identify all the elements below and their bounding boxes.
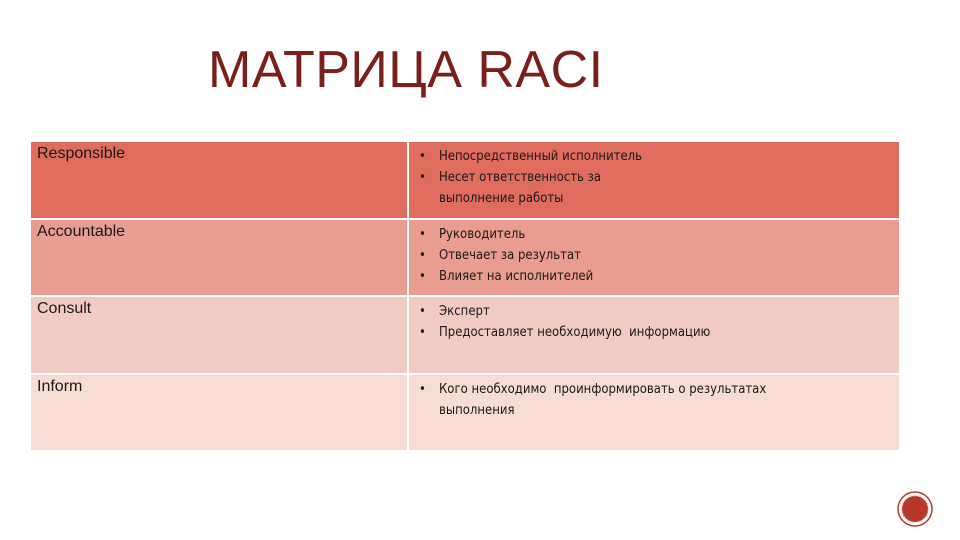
- role-cell-consult: Consult: [31, 296, 408, 374]
- bullet-icon: •: [419, 269, 426, 284]
- list-item: • Кого необходимо проинформировать о результатах выполнения: [417, 379, 899, 421]
- bullet-list: [417, 146, 899, 209]
- role-cell-accountable: Accountable: [31, 219, 408, 296]
- description-cell-responsible: [408, 142, 899, 219]
- bullet-list: [417, 379, 899, 421]
- raci-matrix-table: [31, 142, 899, 452]
- bullet-icon: •: [419, 149, 426, 164]
- bullet-icon: •: [419, 325, 426, 340]
- bullet-icon: •: [419, 382, 426, 397]
- role-cell-inform: Inform: [31, 374, 408, 451]
- bullet-icon: •: [419, 248, 426, 263]
- table-row-inform: [31, 374, 899, 451]
- bullet-list: [417, 301, 899, 343]
- list-item: • Эксперт: [417, 301, 899, 322]
- role-cell-responsible: Responsible: [31, 142, 408, 219]
- list-item: • Отвечает за результат: [417, 245, 899, 266]
- slide-number-badge-icon: [897, 491, 933, 527]
- bullet-icon: •: [419, 227, 426, 242]
- bullet-icon: •: [419, 170, 426, 185]
- table-row-responsible: [31, 142, 899, 219]
- list-item: • Непосредственный исполнитель: [417, 146, 899, 167]
- list-item: • Предоставляет необходимую информацию: [417, 322, 899, 343]
- list-item: • Руководитель: [417, 224, 899, 245]
- page-title: МАТРИЦА RACI: [208, 41, 604, 99]
- table-row-accountable: [31, 219, 899, 296]
- description-cell-consult: [408, 296, 899, 374]
- list-item: • Несет ответственность за выполнение работы: [417, 167, 899, 209]
- bullet-list: [417, 224, 899, 287]
- bullet-icon: •: [419, 304, 426, 319]
- list-item: • Влияет на исполнителей: [417, 266, 899, 287]
- table-row-consult: [31, 296, 899, 374]
- description-cell-inform: [408, 374, 899, 451]
- description-cell-accountable: [408, 219, 899, 296]
